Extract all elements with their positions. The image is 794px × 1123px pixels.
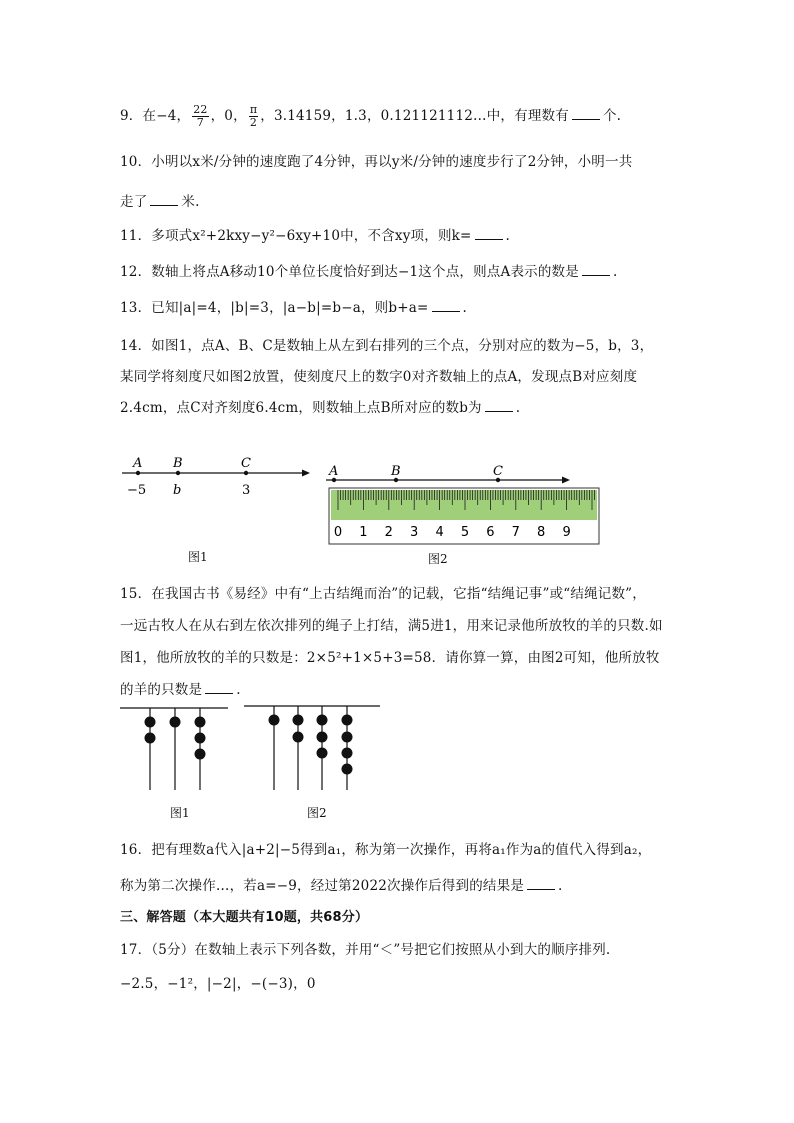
question-11 [120,224,510,244]
q10-start: 走了 [120,194,148,210]
answer-blank[interactable] [582,263,610,276]
q14-text: 2.4cm，点C对齐刻度6.4cm，则数轴上点B所对应的数b为 [120,400,482,416]
figure-1-caption: 图1 [188,550,208,564]
knot [293,732,304,743]
knot [195,717,206,728]
figure-1-number-line [118,452,318,502]
knot [317,732,328,743]
question-10-line-1: 10．小明以x米/分钟的速度跑了4分钟，再以y米/分钟的速度步行了2分钟，小明一共 [120,154,633,170]
knot [342,715,353,726]
knot [145,733,156,744]
knot [342,748,353,759]
knot-figure-2 [244,700,384,794]
knot [317,748,328,759]
answer-blank[interactable] [475,227,503,240]
q10-end: 米. [181,194,200,210]
q12-text: 12．数轴上将点A移动10个单位长度恰好到达−1这个点，则点A表示的数是 [120,264,579,280]
question-15-line-1: 15．在我国古书《易经》中有“上古结绳而治”的记载，它指“结绳记事”或“结绳记数”， [120,586,646,602]
ruler-number: 1 [359,525,368,540]
q9-lead: 9．在−4， [120,108,191,124]
section-3-title: 三、解答题（本大题共有10题，共68分） [120,910,369,925]
q15-end: . [236,682,241,698]
value-b: b [173,483,182,498]
ruler-number: 0 [333,525,343,540]
q9-mid: ，0， [210,108,247,124]
question-15-line-3: 图1，他所放牧的羊的只数是：2×5²+1×5+3=58．请你算一算，由图2可知，他所放牧 [120,650,660,666]
answer-blank[interactable] [150,193,178,206]
point-b [176,471,180,475]
q13-text: 13．已知|a|=4，|b|=3，|a−b|=b−a，则b+a= [120,300,429,316]
label-c: C [493,464,503,479]
ruler-number: 7 [511,525,520,540]
question-15-line-2: 一远古牧人在从右到左依次排列的绳子上打结，满5进1，用来记录他所放牧的羊的只数.如 [120,618,663,634]
label-a: A [329,464,339,479]
answer-blank[interactable] [572,107,600,120]
question-15-line-4 [120,678,241,698]
figure-2-ruler [322,458,604,548]
label-a: A [133,456,143,471]
point-a [136,471,140,475]
figure-2-caption: 图2 [428,552,448,566]
q15-start: 的羊的只数是 [120,682,203,698]
ruler-number: 9 [562,525,571,540]
q13-end: . [462,300,467,316]
frac-den: 7 [196,116,204,129]
value-a: −5 [127,483,147,498]
knot [170,717,181,728]
ruler-number: 2 [384,525,393,540]
knot-figure-1 [120,704,232,794]
q9-tail: ，3.14159，1.3，0.121121112…中，有理数有 [260,108,569,124]
frac-den: 2 [249,116,258,129]
answer-blank[interactable] [527,877,555,890]
question-16-line-1: 16．把有理数a代入|a+2|−5得到a₁，称为第一次操作，再将a₁作为a的值代入得到a₂， [120,842,652,858]
q11-end: . [505,228,511,244]
question-14-line-1: 14．如图1，点A、B、C是数轴上从左到右排列的三个点，分别对应的数为−5，b，3， [120,338,654,354]
q16-end: . [558,878,563,894]
question-14-line-3 [120,396,520,416]
knot-figure-2-caption: 图2 [307,806,327,820]
question-17-line-2: −2.5，−1²，|−2|，−(−3)，0 [120,976,316,992]
fraction-22-7 [192,104,208,129]
frac-num: π [249,103,258,116]
label-b: B [173,456,183,471]
q9-end: 个. [602,108,622,124]
knot [145,717,156,728]
q11-text: 11．多项式x²+2kxy−y²−6xy+10中，不含xy项，则k= [120,228,472,244]
knot [317,715,328,726]
knot-figure-1-caption: 图1 [170,806,190,820]
question-13 [120,296,467,316]
knot [195,749,206,760]
question-10-line-2 [120,190,200,210]
knot [195,733,206,744]
question-17-line-1: 17．（5分）在数轴上表示下列各数，并用“＜”号把它们按照从小到大的顺序排列. [120,942,611,958]
label-b: B [391,464,401,479]
ruler-number: 6 [486,525,495,540]
knot [342,732,353,743]
question-9 [120,104,621,129]
question-14-line-2: 某同学将刻度尺如图2放置，使刻度尺上的数字0对齐数轴上的点A，发现点B对应刻度 [120,369,638,385]
point-c [244,471,248,475]
knot [342,764,353,775]
ruler-number: 4 [435,525,444,540]
knot [293,715,304,726]
ruler-number: 5 [460,525,470,540]
answer-blank[interactable] [485,399,513,412]
q14-end: . [515,400,521,416]
answer-blank[interactable] [205,681,233,694]
frac-num: 22 [193,103,208,116]
ruler-number: 8 [537,525,546,540]
label-c: C [241,456,251,471]
q16-text: 称为第二次操作…，若a=−9，经过第2022次操作后得到的结果是 [120,878,525,894]
ruler-number: 3 [410,525,419,540]
question-12 [120,260,617,280]
q12-end: . [612,264,618,280]
value-c: 3 [242,483,251,498]
question-16-line-2 [120,874,563,894]
fraction-pi-2 [249,104,258,129]
answer-blank[interactable] [432,299,460,312]
knot [269,715,280,726]
